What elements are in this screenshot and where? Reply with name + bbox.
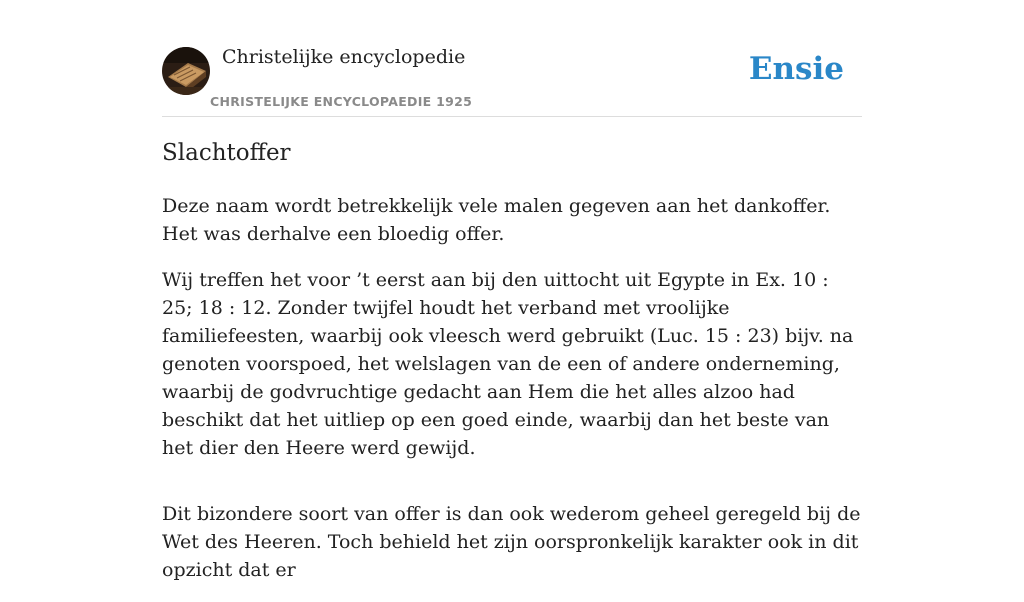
encyclopedia-subtitle[interactable]: CHRISTELIJKE ENCYCLOPAEDIE 1925 (210, 94, 473, 109)
article-paragraph: Wij treffen het voor ’t eerst aan bij den uittocht uit Egypte in Ex. 10 : 25; 18 : 12. Zonder twijfel houdt het verband met vroolijke familiefeesten, waarbij ook vleesch werd gebruikt (Luc. 15 : 23) bijv. na genoten voorspoed, het welslagen van de een of andere onderneming, waarbij de godvruchtige gedacht aan Hem die het alles alzoo had beschikt dat het uitliep op een goed einde, waarbij dan het beste van het dier den Heere werd gewijd. (162, 269, 854, 459)
ensie-brand-link[interactable]: Ensie (748, 51, 844, 87)
article-body (162, 192, 862, 602)
site-title[interactable]: Christelijke encyclopedie (222, 46, 466, 68)
book-photo-icon (162, 47, 210, 95)
article-paragraph: Deze naam wordt betrekkelijk vele malen gegeven aan het dankoffer. Het was derhalve een bloedig offer. (162, 195, 831, 245)
article-paragraph: Dit bizondere soort van offer is dan ook wederom geheel geregeld bij de Wet des Heeren. Toch behield het zijn oorspronkelijk karakter ook in dit opzicht dat er (162, 503, 861, 581)
site-header (162, 0, 862, 117)
article-title: Slachtoffer (162, 140, 291, 166)
page (162, 0, 862, 581)
encyclopedia-logo[interactable] (162, 47, 210, 95)
